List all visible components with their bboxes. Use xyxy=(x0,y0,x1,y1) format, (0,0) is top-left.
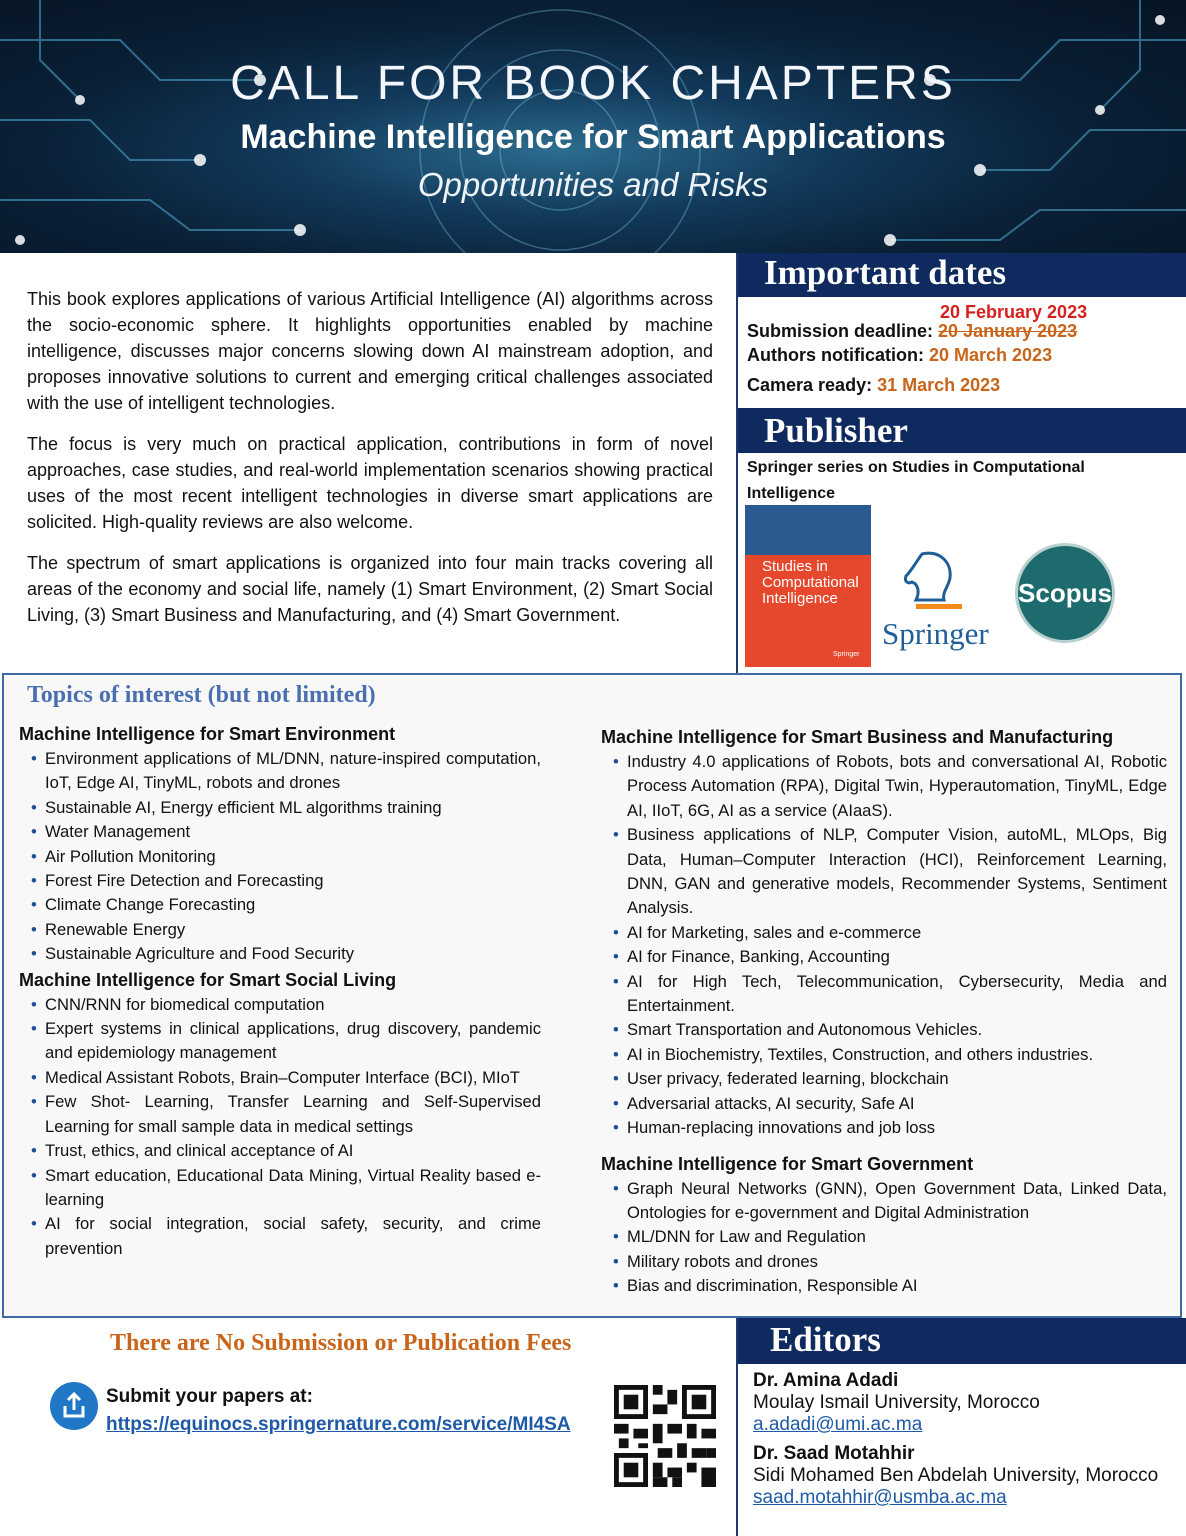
notification-date: 20 March 2023 xyxy=(929,345,1053,365)
topics-right-column xyxy=(601,724,1167,1299)
banner-subtitle: Machine Intelligence for Smart Applications xyxy=(240,118,946,156)
track-title-business: Machine Intelligence for Smart Business and Manufacturing xyxy=(601,727,1114,747)
editor-email-link[interactable]: saad.motahhir@usmba.ac.ma xyxy=(753,1487,1007,1508)
editor-2 xyxy=(753,1443,1158,1509)
list-item: • CNN/RNN for biomedical computation xyxy=(31,994,325,1014)
no-fees-notice: There are No Submission or Publication Fees xyxy=(110,1330,572,1356)
environment-topic-list xyxy=(19,747,541,967)
editor-1 xyxy=(753,1370,1040,1436)
notification-label: Authors notification: xyxy=(747,345,924,365)
list-item: • Forest Fire Detection and Forecasting xyxy=(31,871,324,891)
cover-title: Studies in Computational Intelligence xyxy=(762,558,859,607)
editor-affiliation: Sidi Mohamed Ben Abdelah University, Morocco xyxy=(753,1465,1159,1486)
list-item: • AI for Finance, Banking, Accounting xyxy=(613,947,890,967)
editors-heading: Editors xyxy=(738,1318,1186,1364)
list-item: • Environment applications of ML/DNN, nature-inspired computation, IoT, Edge AI, TinyML, robots and drones xyxy=(31,749,541,793)
banner-tagline: Opportunities and Risks xyxy=(417,166,769,203)
track-title-government: Machine Intelligence for Smart Government xyxy=(601,1153,974,1174)
list-item: • Graph Neural Networks (GNN), Open Government Data, Linked Data, Ontologies for e-government and Digital Administration xyxy=(613,1178,1167,1222)
social-topic-list xyxy=(19,993,541,1261)
springer-wordmark: Springer xyxy=(882,616,989,651)
list-item: • Few Shot- Learning, Transfer Learning and Self-Supervised Learning for small sample data in medical settings xyxy=(31,1092,541,1136)
list-item: • AI for High Tech, Telecommunication, Cybersecurity, Media and Entertainment. xyxy=(613,971,1167,1016)
springer-logo xyxy=(882,548,992,656)
important-dates-heading: Important dates xyxy=(738,253,1186,297)
track-title-social: Machine Intelligence for Smart Social Living xyxy=(19,969,397,990)
intro-text xyxy=(27,286,713,643)
track-title-environment: Machine Intelligence for Smart Environment xyxy=(19,724,396,744)
list-item: • AI for social integration, social safety, security, and crime prevention xyxy=(31,1214,541,1258)
submission-deadline-row xyxy=(747,321,1077,342)
topics-left-column xyxy=(19,721,541,1261)
book-cover-image: Studies in Computational Intelligence Springer xyxy=(745,505,871,667)
submission-label: Submission deadline: xyxy=(747,321,934,341)
intro-paragraph: The spectrum of smart applications is organized into four main tracks covering all areas of the economy and social life, namely (1) Smart Environment, (2) Smart Social Living, (3) Smart Business and Manufacturing, and (4) Smart Government. xyxy=(27,553,713,625)
list-item: • Industry 4.0 applications of Robots, bots and conversational AI, Robotic Process Automation (RPA), Digital Twin, Hyperautomation, TinyML, Edge AI, IIoT, 6G, AI as a service (AIaaS). xyxy=(613,752,1167,820)
list-item: • Sustainable AI, Energy efficient ML algorithms training xyxy=(31,797,442,817)
editor-name: Dr. Saad Motahhir xyxy=(753,1443,915,1464)
list-item: • AI in Biochemistry, Textiles, Construction, and others industries. xyxy=(613,1044,1094,1064)
banner-title: CALL FOR BOOK CHAPTERS xyxy=(230,57,956,110)
list-item: • Bias and discrimination, Responsible AI xyxy=(613,1276,918,1296)
publisher-series: Springer series on Studies in Computational Intelligence xyxy=(747,459,1085,502)
list-item: • Business applications of NLP, Computer Vision, autoML, MLOps, Big Data, Human–Computer Interaction (HCI), Reinforcement Learning, DNN, GAN and generative models, Recommender Systems, Sentiment Analysis. xyxy=(613,825,1167,918)
list-item: • Medical Assistant Robots, Brain–Computer Interface (BCI), MIoT xyxy=(31,1067,520,1087)
new-deadline: 20 February 2023 xyxy=(940,302,1088,322)
old-deadline: 20 January 2023 xyxy=(938,321,1078,341)
list-item: • Climate Change Forecasting xyxy=(31,895,256,915)
camera-label: Camera ready: xyxy=(747,375,873,395)
header-banner xyxy=(0,0,1186,253)
list-item: • Smart education, Educational Data Mining, Virtual Reality based e-learning xyxy=(31,1165,541,1209)
list-item: • Air Pollution Monitoring xyxy=(31,846,216,866)
list-item: • Renewable Energy xyxy=(31,919,186,939)
camera-date: 31 March 2023 xyxy=(877,375,1001,395)
qr-code-icon xyxy=(614,1385,716,1487)
business-topic-list xyxy=(601,750,1167,1141)
publisher-heading: Publisher xyxy=(738,408,1186,453)
list-item: • AI for Marketing, sales and e-commerce xyxy=(613,922,922,942)
submission-link[interactable]: https://equinocs.springernature.com/service/MI4SA xyxy=(106,1414,571,1435)
topics-heading: Topics of interest (but not limited) xyxy=(27,682,376,708)
list-item: • Trust, ethics, and clinical acceptance of AI xyxy=(31,1141,354,1161)
list-item: • Human-replacing innovations and job loss xyxy=(613,1118,936,1138)
editor-affiliation: Moulay Ismail University, Morocco xyxy=(753,1392,1040,1413)
submit-label: Submit your papers at: xyxy=(106,1386,313,1407)
list-item: • ML/DNN for Law and Regulation xyxy=(613,1227,866,1247)
government-topic-list xyxy=(601,1177,1167,1299)
share-icon xyxy=(50,1382,98,1430)
list-item: • User privacy, federated learning, blockchain xyxy=(613,1069,949,1089)
notification-row xyxy=(747,345,1052,366)
scopus-logo: Scopus xyxy=(1015,543,1115,643)
springer-horse-icon xyxy=(882,548,992,618)
list-item: • Adversarial attacks, AI security, Safe AI xyxy=(613,1093,915,1113)
list-item: • Water Management xyxy=(31,822,191,842)
intro-paragraph: The focus is very much on practical application, contributions in form of novel approaches, case studies, and real-world implementation scenarios showing practical uses of the most recent intelligent technologies in diverse smart applications are solicited. High-quality reviews are also welcome. xyxy=(27,434,713,532)
list-item: • Expert systems in clinical applications, drug discovery, pandemic and epidemiology management xyxy=(31,1019,541,1063)
camera-ready-row xyxy=(747,375,1000,396)
column-divider xyxy=(736,253,738,673)
intro-paragraph: This book explores applications of various Artificial Intelligence (AI) algorithms across the socio-economic sphere. It highlights opportunities enabled by machine intelligence, discusses major concerns slowing down AI mainstream adoption, and proposes innovative solutions to current and emerging critical challenges associated with the use of intelligent technologies. xyxy=(27,289,713,413)
list-item: • Sustainable Agriculture and Food Security xyxy=(31,944,355,964)
cover-top-band xyxy=(745,505,871,555)
list-item: • Smart Transportation and Autonomous Vehicles. xyxy=(613,1020,983,1040)
editor-email-link[interactable]: a.adadi@umi.ac.ma xyxy=(753,1414,923,1435)
list-item: • Military robots and drones xyxy=(613,1251,818,1271)
editor-name: Dr. Amina Adadi xyxy=(753,1370,899,1391)
